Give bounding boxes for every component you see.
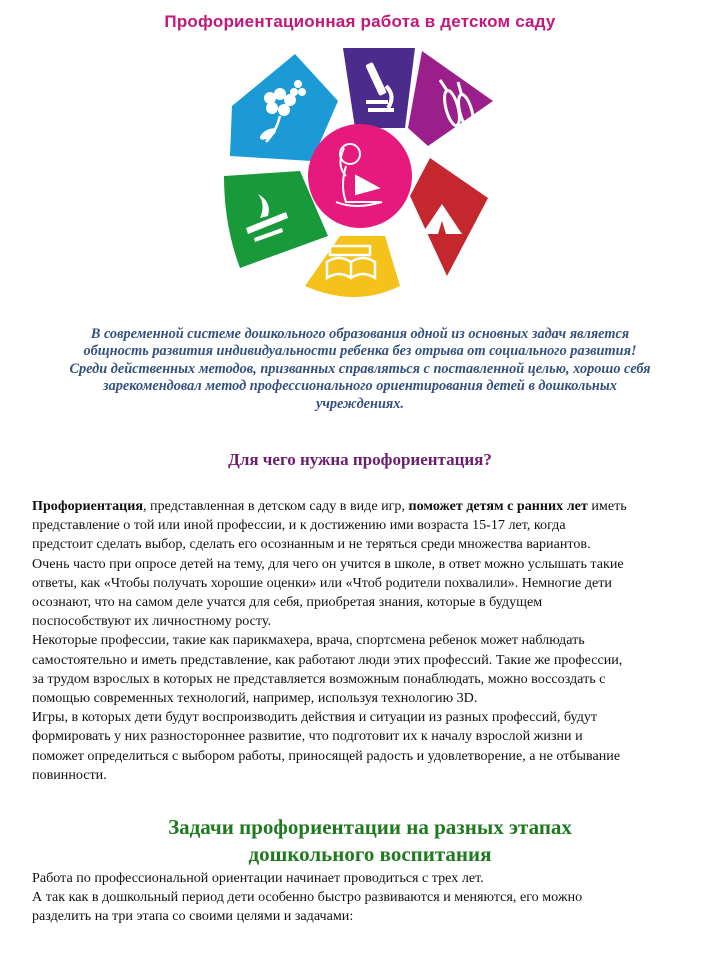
page-title: Профориентационная работа в детском саду xyxy=(164,12,556,31)
heading-why: Для чего нужна профориентация? xyxy=(228,450,492,469)
intro-line: учреждениях. xyxy=(315,395,404,412)
wheel-segment-magenta xyxy=(408,51,493,146)
text-run: Игры, в которых дети будут воспроизводить действия и ситуации из разных профессий, будут xyxy=(32,709,598,726)
tail-line: А так как в дошкольный период дети особенно быстро развиваются и меняются, его можно xyxy=(32,889,583,906)
text-run: ответы, как «Чтобы получать хорошие оценки» или «Чтоб родители похвалили». Немногие дети xyxy=(32,574,612,591)
heading-tasks-line: дошкольного воспитания xyxy=(248,842,492,866)
paragraph-3 xyxy=(32,708,704,785)
text-run: поможет определиться с выбором работы, приносящей радость и удовлетворение, а не отбывание xyxy=(32,747,621,764)
text-run: Очень часто при опросе детей на тему, для чего он учится в школе, в ответ можно услышать такие xyxy=(32,555,624,572)
heading-tasks xyxy=(0,814,720,868)
bold-phrase: поможет детям с ранних лет xyxy=(408,498,588,514)
text-run: помощью современных технологий, например, используя технологию 3D. xyxy=(32,690,478,707)
main-text xyxy=(32,497,704,785)
text-run: самостоятельно и иметь представление, как работают люди этих профессий. Такие же профессии, xyxy=(32,651,623,668)
text-run: Некоторые профессии, такие как парикмахера, врача, спортсмена ребенок может наблюдать xyxy=(32,632,585,649)
text-run: повинности. xyxy=(32,766,107,783)
text-run: поспособствуют их личностному росту. xyxy=(32,613,272,630)
text-run: иметь xyxy=(587,498,627,514)
heading-tasks-line: Задачи профориентации на разных этапах xyxy=(168,815,572,839)
text-run: представление о той или иной профессии, и к достижению ими возраста 15-17 лет, когда xyxy=(32,517,566,534)
bold-term: Профориентация xyxy=(32,498,143,514)
paragraph-2 xyxy=(32,631,704,708)
text-run: предстоит сделать выбор, сделать его осознанным и не теряться среди множества вариантов. xyxy=(32,536,591,553)
text-run: за трудом взрослых в которых не представляется возможным понаблюдать, можно воссоздать с xyxy=(32,670,606,687)
text-run: , представленная в детском саду в виде игр, xyxy=(143,498,409,514)
profession-wheel xyxy=(210,36,510,316)
wheel-center xyxy=(308,124,412,228)
intro-line: зарекомендовал метод профессионального ориентирования детей в дошкольных xyxy=(103,378,617,395)
text-run: осознают, что на самом деле учатся для себя, приобретая знания, которые в будущем xyxy=(32,594,543,611)
intro-text xyxy=(40,326,680,413)
tail-line: Работа по профессиональной ориентации начинает проводиться с трех лет. xyxy=(32,870,484,886)
tail-text xyxy=(32,869,704,927)
tail-line: разделить на три этапа со своими целями и задачами: xyxy=(32,908,354,925)
intro-line: В современной системе дошкольного образования одной из основных задач является xyxy=(90,326,630,342)
intro-line: общность развития индивидуальности ребенка без отрыва от социального развития! xyxy=(83,343,637,360)
intro-line: Среди действенных методов, призванных справляться с поставленной целью, хорошо себя xyxy=(69,360,651,377)
text-run: формировать у них разностороннее развитие, что подготовит их к началу взрослой жизни и xyxy=(32,728,583,745)
paragraph-1 xyxy=(32,497,704,631)
